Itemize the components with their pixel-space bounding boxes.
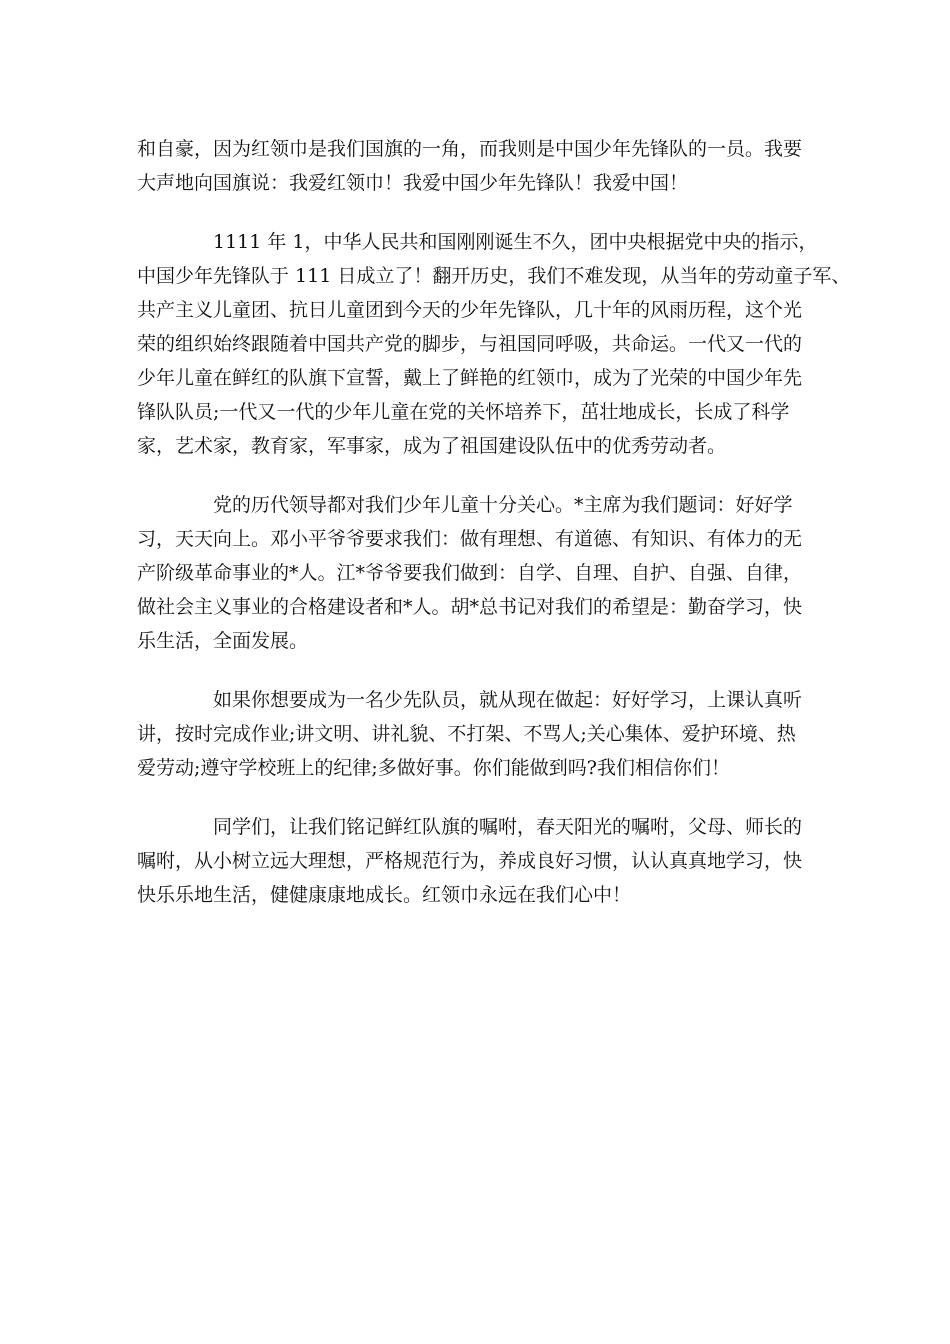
- text-line: 和自豪，因为红领巾是我们国旗的一角，而我则是中国少年先锋队的一员。我要: [137, 138, 803, 160]
- text-line: 嘱咐，从小树立远大理想，严格规范行为，养成良好习惯，认认真真地学习，快: [137, 850, 803, 872]
- paragraph-5: [137, 810, 817, 912]
- text-line: 荣的组织始终跟随着中国共产党的脚步，与祖国同呼吸，共命运。一代又一代的: [137, 333, 803, 355]
- text-line: 共产主义儿童团、抗日儿童团到今天的少年先锋队，几十年的风雨历程，这个光: [137, 299, 803, 321]
- text-line: 中国少年先锋队于 111 日成立了！翻开历史，我们不难发现，从当年的劳动童子军、: [137, 265, 851, 287]
- text-line: 1111 年 1，中华人民共和国刚刚诞生不久，团中央根据党中央的指示，: [213, 231, 818, 253]
- text-line: 爱劳动;遵守学校班上的纪律;多做好事。你们能做到吗?我们相信你们！: [137, 757, 730, 779]
- text-line: 做社会主义事业的合格建设者和*人。胡*总书记对我们的希望是：勤奋学习，快: [137, 596, 803, 618]
- document-body: [137, 132, 851, 937]
- paragraph-3: [137, 488, 817, 658]
- text-line: 少年儿童在鲜红的队旗下宣誓，戴上了鲜艳的红领巾，成为了光荣的中国少年先: [137, 367, 803, 389]
- text-line: 党的历代领导都对我们少年儿童十分关心。*主席为我们题词：好好学: [213, 494, 793, 516]
- text-line: 快乐乐地生活，健健康康地成长。红领巾永远在我们心中！: [137, 884, 632, 906]
- text-line: 习，天天向上。邓小平爷爷要求我们：做有理想、有道德、有知识、有体力的无: [137, 528, 803, 550]
- text-line: 讲，按时完成作业;讲文明、讲礼貌、不打架、不骂人;关心集体、爱护环境、热: [137, 723, 796, 745]
- paragraph-4: [137, 683, 817, 785]
- text-line: 同学们，让我们铭记鲜红队旗的嘱咐，春天阳光的嘱咐，父母、师长的: [213, 816, 803, 838]
- text-line: 产阶级革命事业的*人。江*爷爷要我们做到：自学、自理、自护、自强、自律，: [137, 562, 803, 584]
- paragraph-2: [137, 225, 851, 463]
- text-line: 家，艺术家，教育家，军事家，成为了祖国建设队伍中的优秀劳动者。: [137, 435, 727, 457]
- paragraph-1: [137, 132, 817, 200]
- text-line: 锋队队员;一代又一代的少年儿童在党的关怀培养下，茁壮地成长，长成了科学: [137, 401, 790, 423]
- text-line: 大声地向国旗说：我爱红领巾！我爱中国少年先锋队！我爱中国！: [137, 172, 689, 194]
- text-line: 如果你想要成为一名少先队员，就从现在做起：好好学习，上课认真听: [213, 689, 803, 711]
- text-line: 乐生活，全面发展。: [137, 630, 309, 652]
